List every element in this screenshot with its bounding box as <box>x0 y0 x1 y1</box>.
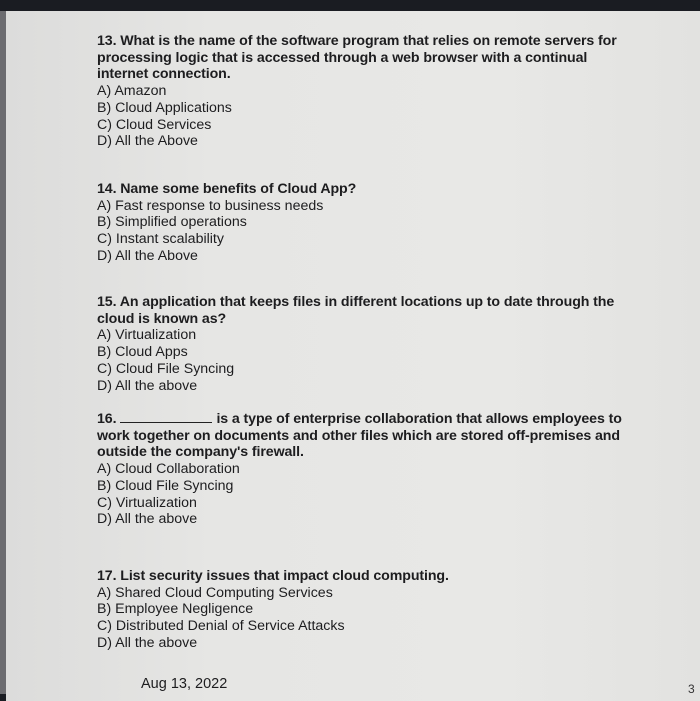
question-stem: 13. What is the name of the software program that relies on remote servers for processing logic that is accessed through a web browser with a continual internet connection. <box>97 33 617 83</box>
option-b: B) Employee Negligence <box>97 601 254 618</box>
option-c: C) Cloud File Syncing <box>97 360 235 377</box>
option-c: C) Distributed Denial of Service Attacks <box>97 618 345 635</box>
option-b: B) Cloud Apps <box>97 344 188 361</box>
question-16 <box>97 410 647 528</box>
question-17 <box>97 568 657 652</box>
fill-in-blank <box>120 410 212 423</box>
question-number: 16. <box>97 411 117 427</box>
option-d: D) All the Above <box>97 247 198 264</box>
option-a: A) Amazon <box>97 83 167 100</box>
option-c: C) Instant scalability <box>97 231 224 248</box>
question-stem: 15. An application that keeps files in different locations up to date through the cloud is known as? <box>97 294 615 327</box>
option-a: A) Virtualization <box>97 327 197 344</box>
option-d: D) All the Above <box>97 133 198 150</box>
question-14 <box>97 181 657 265</box>
question-text: is a type of enterprise collaboration that allows employees to work together on documents and other files which are stored off-premises and outside the company's firewall. <box>97 411 622 461</box>
option-a: A) Shared Cloud Computing Services <box>97 584 333 601</box>
option-c: C) Cloud Services <box>97 116 212 133</box>
option-d: D) All the above <box>97 377 198 394</box>
page-number: 3 <box>688 682 695 696</box>
option-c: C) Virtualization <box>97 494 197 511</box>
option-a: A) Fast response to business needs <box>97 197 324 214</box>
option-b: B) Simplified operations <box>97 214 247 231</box>
option-b: B) Cloud Applications <box>97 99 232 116</box>
option-b: B) Cloud File Syncing <box>97 477 234 494</box>
option-a: A) Cloud Collaboration <box>97 461 240 478</box>
question-13 <box>97 33 642 150</box>
question-stem: 14. Name some benefits of Cloud App? <box>97 181 357 197</box>
question-stem: 17. List security issues that impact cloud computing. <box>97 568 449 584</box>
question-stem <box>97 410 647 461</box>
option-d: D) All the above <box>97 511 198 528</box>
question-15 <box>97 294 642 394</box>
footer-date: Aug 13, 2022 <box>141 676 228 692</box>
option-d: D) All the above <box>97 634 198 651</box>
